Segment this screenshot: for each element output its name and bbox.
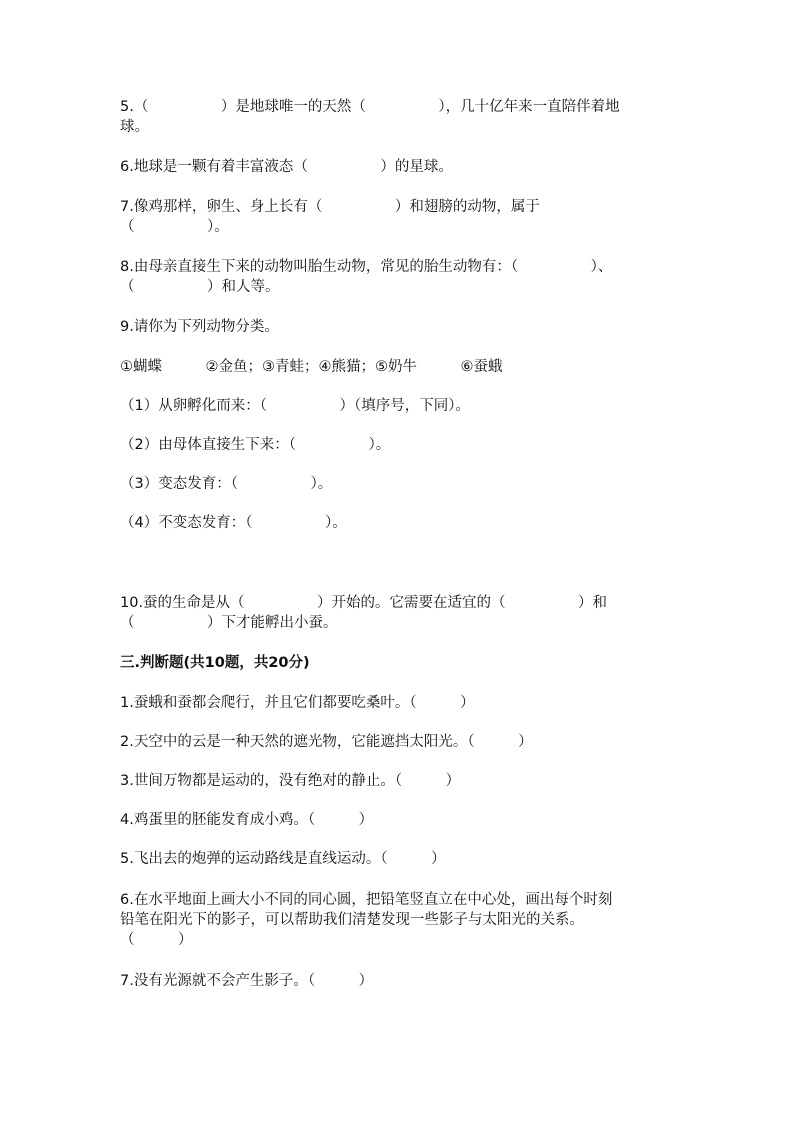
fill-q9-options: ①蝴蝶 ②金鱼；③青蛙；④熊猫；⑤奶牛 ⑥蚕蛾 <box>120 359 503 375</box>
fill-q10-line1: 10.蚕的生命是从（ ）开始的。它需要在适宜的（ ）和 <box>120 595 608 611</box>
fill-q9-stem: 9.请你为下列动物分类。 <box>120 319 279 335</box>
fill-q9-sub1: （1）从卵孵化而来：（ ）（填序号，下同）。 <box>120 398 470 414</box>
judge-q4: 4.鸡蛋里的胚能发育成小鸡。（ ） <box>120 812 374 828</box>
judge-q7: 7.没有光源就不会产生影子。（ ） <box>120 973 374 989</box>
judge-q6-line1: 6.在水平地面上画大小不同的同心圆，把铅笔竖直立在中心处，画出每个时刻 <box>120 892 613 908</box>
fill-q5-line1: 5.（ ）是地球唯一的天然（ ），几十亿年来一直陪伴着地 <box>120 99 620 115</box>
fill-q10-line2: （ ）下才能孵出小蚕。 <box>120 615 338 631</box>
judge-q6-line2: 铅笔在阳光下的影子，可以帮助我们清楚发现一些影子与太阳光的关系。 <box>120 912 584 928</box>
fill-q8-line1: 8.由母亲直接生下来的动物叫胎生动物，常见的胎生动物有：（ ）、 <box>120 259 613 275</box>
judge-q5: 5.飞出去的炮弹的运动路线是直线运动。（ ） <box>120 851 446 867</box>
fill-q7-line1: 7.像鸡那样，卵生、身上长有（ ）和翅膀的动物，属于 <box>120 199 540 215</box>
fill-q6: 6.地球是一颗有着丰富液态（ ）的星球。 <box>120 159 453 175</box>
section-heading-judgment: 三.判断题(共10题，共20分) <box>120 655 310 671</box>
fill-q7-line2: （ ）。 <box>120 219 229 235</box>
judge-q3: 3.世间万物都是运动的，没有绝对的静止。（ ） <box>120 773 461 789</box>
fill-q9-sub4: （4）不变态发育：（ ）。 <box>120 515 347 531</box>
fill-q5-line2: 球。 <box>120 119 149 135</box>
fill-q8-line2: （ ）和人等。 <box>120 279 280 295</box>
judge-q2: 2.天空中的云是一种天然的遮光物，它能遮挡太阳光。（ ） <box>120 734 533 750</box>
judge-q6-line3: （ ） <box>120 932 193 948</box>
judge-q1: 1.蚕蛾和蚕都会爬行，并且它们都要吃桑叶。（ ） <box>120 695 475 711</box>
fill-q9-sub2: （2）由母体直接生下来：（ ）。 <box>120 437 391 453</box>
fill-q9-sub3: （3）变态发育：（ ）。 <box>120 476 333 492</box>
